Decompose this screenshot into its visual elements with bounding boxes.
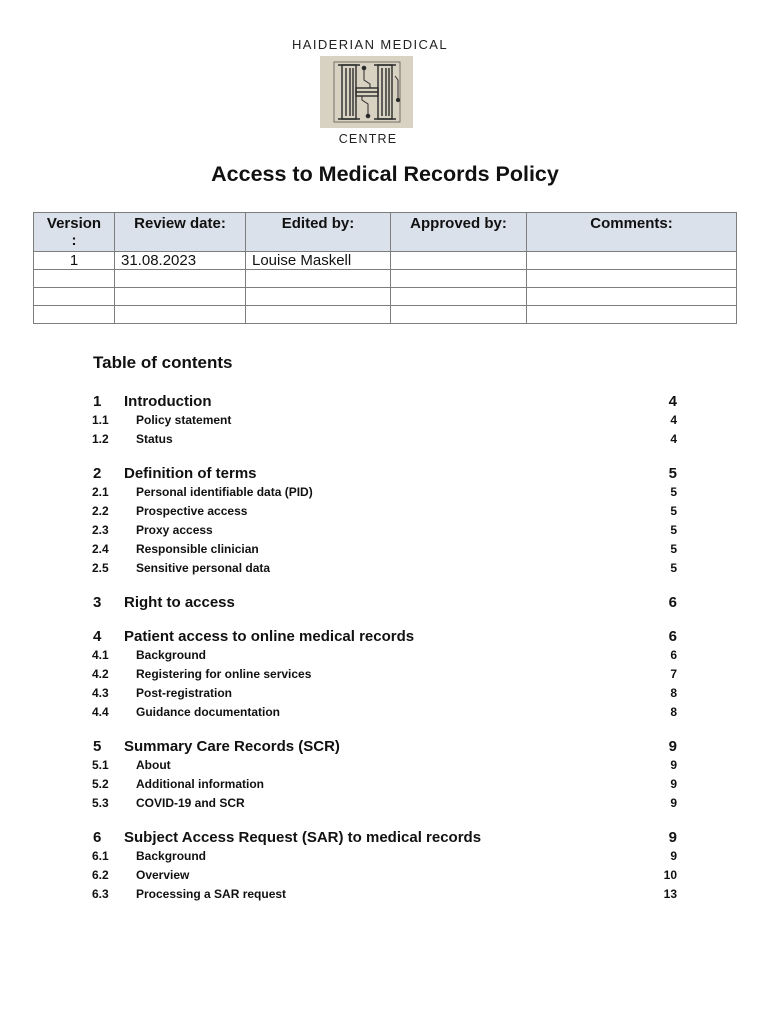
toc-subentry-title: Processing a SAR request xyxy=(136,887,287,901)
toc-section xyxy=(93,628,677,724)
toc-subentry-number: 4.3 xyxy=(92,686,109,700)
header-review-date: Review date: xyxy=(115,213,246,252)
toc-subentry-page: 8 xyxy=(670,686,677,700)
toc-entry-page: 5 xyxy=(668,465,677,482)
toc-entry-title: Right to access xyxy=(124,594,235,611)
cell-edited-by xyxy=(246,306,391,324)
toc-subentry-page: 5 xyxy=(670,542,677,556)
toc-entry-page: 4 xyxy=(668,393,677,410)
toc-section xyxy=(93,594,677,614)
toc-section xyxy=(93,465,677,580)
toc-heading: Table of contents xyxy=(93,353,233,372)
toc-subentry[interactable] xyxy=(93,432,677,451)
toc-entry-number: 1 xyxy=(93,393,102,410)
toc-subentry-page: 8 xyxy=(670,705,677,719)
toc-subentry-page: 9 xyxy=(670,758,677,772)
toc-subentry-number: 2.3 xyxy=(92,523,109,537)
cell-review-date xyxy=(115,288,246,306)
toc-subentry-page: 5 xyxy=(670,561,677,575)
toc-subentry-page: 5 xyxy=(670,485,677,499)
toc-subentry-number: 6.2 xyxy=(92,868,109,882)
toc-subentry-title: Background xyxy=(136,648,207,662)
table-of-contents xyxy=(93,393,677,920)
toc-entry[interactable] xyxy=(93,628,677,648)
cell-version xyxy=(34,306,115,324)
toc-entry-number: 5 xyxy=(93,738,102,755)
toc-entry-number: 3 xyxy=(93,594,102,611)
toc-subentry[interactable] xyxy=(93,523,677,542)
toc-entry-title: Definition of terms xyxy=(124,465,257,482)
cell-review-date xyxy=(115,306,246,324)
toc-subentry-number: 2.5 xyxy=(92,561,109,575)
toc-subentry-title: Status xyxy=(136,432,173,446)
toc-subentry-title: About xyxy=(136,758,171,772)
table-row xyxy=(34,270,737,288)
toc-entry[interactable] xyxy=(93,465,677,485)
toc-section xyxy=(93,829,677,906)
logo-monogram-icon xyxy=(320,56,413,128)
cell-review-date: 31.08.2023 xyxy=(115,252,246,270)
cell-review-date xyxy=(115,270,246,288)
toc-subentry-number: 5.3 xyxy=(92,796,109,810)
toc-subentry-title: Personal identifiable data (PID) xyxy=(136,485,313,499)
toc-entry-page: 6 xyxy=(668,628,677,645)
toc-subentry-title: Prospective access xyxy=(136,504,248,518)
toc-entry-page: 6 xyxy=(668,594,677,611)
cell-edited-by: Louise Maskell xyxy=(246,252,391,270)
cell-approved-by xyxy=(391,288,527,306)
toc-entry-title: Subject Access Request (SAR) to medical records xyxy=(124,829,482,846)
toc-section xyxy=(93,393,677,451)
logo-top-text: HAIDERIAN MEDICAL xyxy=(292,37,448,52)
toc-subentry[interactable] xyxy=(93,686,677,705)
toc-section xyxy=(93,738,677,815)
toc-subentry-page: 4 xyxy=(670,432,677,446)
logo-image xyxy=(320,56,413,128)
toc-subentry[interactable] xyxy=(93,868,677,887)
toc-subentry[interactable] xyxy=(93,561,677,580)
toc-subentry-page: 9 xyxy=(670,849,677,863)
toc-entry-number: 4 xyxy=(93,628,102,645)
toc-subentry-title: Responsible clinician xyxy=(136,542,259,556)
cell-edited-by xyxy=(246,270,391,288)
toc-subentry-number: 1.1 xyxy=(92,413,109,427)
table-row xyxy=(34,288,737,306)
toc-subentry-title: Background xyxy=(136,849,207,863)
toc-entry[interactable] xyxy=(93,393,677,413)
toc-entry-page: 9 xyxy=(668,738,677,755)
toc-subentry-page: 4 xyxy=(670,413,677,427)
toc-entry[interactable] xyxy=(93,738,677,758)
cell-edited-by xyxy=(246,288,391,306)
toc-subentry[interactable] xyxy=(93,542,677,561)
cell-version xyxy=(34,270,115,288)
toc-subentry-number: 5.1 xyxy=(92,758,109,772)
toc-subentry-number: 2.1 xyxy=(92,485,109,499)
toc-entry-title: Patient access to online medical records xyxy=(124,628,415,645)
document-title: Access to Medical Records Policy xyxy=(211,162,559,186)
toc-subentry-page: 6 xyxy=(670,648,677,662)
toc-subentry[interactable] xyxy=(93,648,677,667)
cell-approved-by xyxy=(391,306,527,324)
toc-subentry-title: COVID-19 and SCR xyxy=(136,796,245,810)
header-approved-by: Approved by: xyxy=(391,213,527,252)
toc-subentry-number: 4.1 xyxy=(92,648,109,662)
toc-subentry[interactable] xyxy=(93,796,677,815)
toc-subentry-page: 9 xyxy=(670,796,677,810)
toc-subentry[interactable] xyxy=(93,758,677,777)
toc-subentry[interactable] xyxy=(93,413,677,432)
toc-subentry-number: 4.4 xyxy=(92,705,109,719)
toc-entry-number: 2 xyxy=(93,465,102,482)
toc-subentry-page: 5 xyxy=(670,504,677,518)
toc-subentry-page: 9 xyxy=(670,777,677,791)
version-table xyxy=(33,212,737,324)
header-version: Version : xyxy=(34,213,115,252)
toc-subentry-number: 6.3 xyxy=(92,887,109,901)
toc-subentry-title: Sensitive personal data xyxy=(136,561,271,575)
header-edited-by: Edited by: xyxy=(246,213,391,252)
toc-subentry-page: 13 xyxy=(663,887,677,901)
toc-subentry[interactable] xyxy=(93,504,677,523)
cell-version: 1 xyxy=(34,252,115,270)
table-row xyxy=(34,252,737,270)
toc-subentry[interactable] xyxy=(93,849,677,868)
logo-bottom-text: CENTRE xyxy=(338,132,398,146)
toc-subentry-title: Proxy access xyxy=(136,523,213,537)
toc-subentry-title: Policy statement xyxy=(136,413,232,427)
toc-entry-page: 9 xyxy=(668,829,677,846)
toc-subentry[interactable] xyxy=(93,485,677,504)
toc-subentry-number: 2.2 xyxy=(92,504,109,518)
header-comments: Comments: xyxy=(527,213,737,252)
cell-comments xyxy=(527,252,737,270)
toc-subentry-title: Overview xyxy=(136,868,190,882)
toc-subentry-page: 7 xyxy=(670,667,677,681)
toc-subentry[interactable] xyxy=(93,705,677,724)
toc-subentry-number: 2.4 xyxy=(92,542,109,556)
toc-subentry-number: 6.1 xyxy=(92,849,109,863)
toc-subentry-title: Guidance documentation xyxy=(136,705,281,719)
toc-subentry-title: Post-registration xyxy=(136,686,233,700)
toc-subentry-title: Registering for online services xyxy=(136,667,312,681)
toc-subentry[interactable] xyxy=(93,887,677,906)
toc-subentry-title: Additional information xyxy=(136,777,264,791)
toc-subentry[interactable] xyxy=(93,667,677,686)
cell-comments xyxy=(527,306,737,324)
toc-subentry-number: 4.2 xyxy=(92,667,109,681)
toc-entry-title: Introduction xyxy=(124,393,212,410)
toc-entry[interactable] xyxy=(93,594,677,614)
toc-subentry[interactable] xyxy=(93,777,677,796)
toc-entry-number: 6 xyxy=(93,829,102,846)
toc-entry[interactable] xyxy=(93,829,677,849)
toc-subentry-number: 5.2 xyxy=(92,777,109,791)
toc-entry-title: Summary Care Records (SCR) xyxy=(124,738,340,755)
cell-comments xyxy=(527,270,737,288)
table-row xyxy=(34,306,737,324)
cell-approved-by xyxy=(391,252,527,270)
toc-subentry-page: 10 xyxy=(663,868,677,882)
cell-version xyxy=(34,288,115,306)
toc-subentry-number: 1.2 xyxy=(92,432,109,446)
cell-comments xyxy=(527,288,737,306)
toc-subentry-page: 5 xyxy=(670,523,677,537)
cell-approved-by xyxy=(391,270,527,288)
version-table-header-row xyxy=(34,213,737,252)
